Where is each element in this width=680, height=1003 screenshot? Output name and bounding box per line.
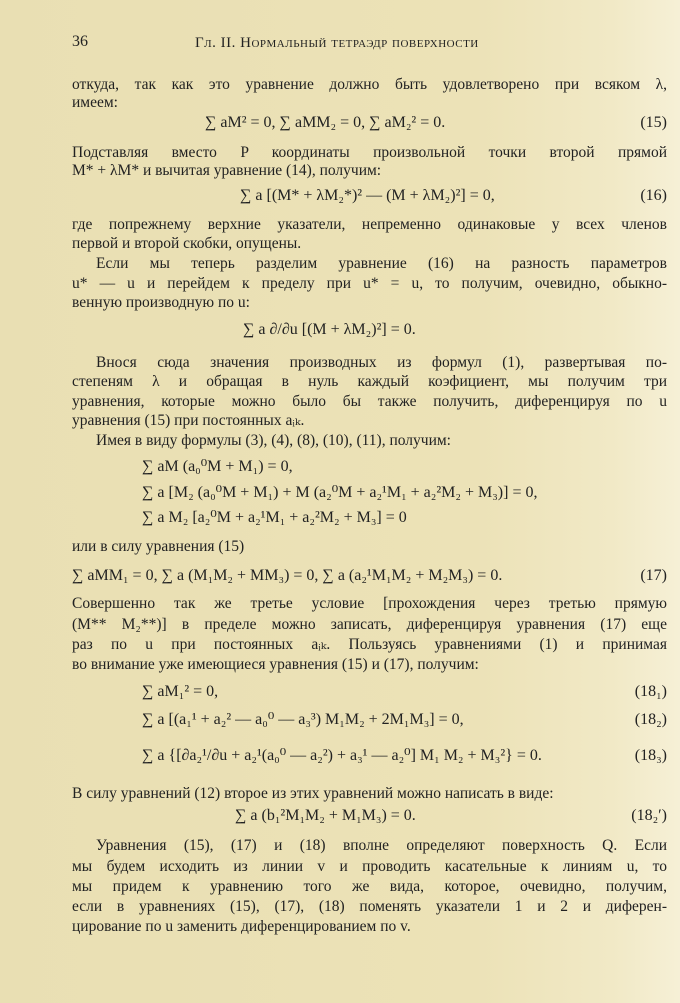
equation-number: (18₁) [634, 683, 667, 700]
text-line: Если мы теперь разделим уравнение (16) на разность параметров [96, 255, 667, 272]
text-line: В силу уравнений (12) второе из этих уравнений можно написать в виде: [72, 785, 554, 802]
text-line: или в силу уравнения (15) [72, 538, 245, 555]
text-line: венную производную по u: [72, 294, 250, 311]
text-line: (M** M₂**)] в пределе можно записать, диференцируя уравнения (17) еще [72, 616, 667, 633]
text-line: степеням λ и обращая в нуль каждый коэфициент, мы получим три [72, 373, 667, 390]
text-line: первой и второй скобки, опущены. [72, 235, 302, 252]
text-line: мы придем к уравнению того же вида, которое, очевидно, получим, [72, 878, 667, 895]
equation-17: ∑ aMM₁ = 0, ∑ a (M₁M₂ + MM₃) = 0, ∑ a (a₂¹M₁M₂ + M₂M₃) = 0. [72, 567, 503, 584]
text-line: откуда, так как это уравнение должно быть удовлетворено при всяком λ, [72, 76, 667, 93]
equation: ∑ a [M₂ (a₀⁰M + M₁) + M (a₂⁰M + a₂¹M₁ + a₂²M₂ + M₃)] = 0, [142, 484, 538, 501]
text-line: Уравнения (15), (17) и (18) вполне определяют поверхность Q. Если [96, 837, 667, 854]
text-line: Внося сюда значения производных из формул (1), развертывая по- [96, 354, 667, 371]
equation-18-2: ∑ a [(a₁¹ + a₂² — a₀⁰ — a₃³) M₁M₂ + 2M₁M₃] = 0, [142, 711, 464, 728]
equation-18-3: ∑ a {[∂a₂¹/∂u + a₂¹(a₀⁰ — a₂²) + a₃¹ — a₂⁰] M₁ M₂ + M₃²} = 0. [142, 747, 542, 764]
text-line: цирование по u заменить диференцированием по v. [72, 918, 411, 935]
equation-number: (18₃) [634, 747, 667, 764]
text-line: раз по u при постоянных aᵢₖ. Пользуясь уравнениями (1) и принимая [72, 636, 667, 653]
text-line: Имея в виду формулы (3), (4), (8), (10), (11), получим: [96, 432, 451, 449]
equation-number: (18₂′) [631, 807, 667, 824]
text-line: где попрежнему верхние указатели, непременно одинаковые у всех членов [72, 216, 667, 233]
equation-derivative: ∑ a ∂/∂u [(M + λM₂)²] = 0. [243, 321, 416, 338]
text-line: M* + λM* и вычитая уравнение (14), получим: [72, 162, 382, 179]
equation-18-1: ∑ aM₁² = 0, [142, 683, 219, 700]
text-line: если в уравнениях (15), (17), (18) поменять указатели 1 и 2 и диферен- [72, 898, 667, 915]
equation-15: ∑ aM² = 0, ∑ aMM₂ = 0, ∑ aM₂² = 0. [205, 114, 446, 131]
page-number: 36 [72, 33, 88, 50]
equation-number: (18₂) [634, 711, 667, 728]
equation: ∑ aM (a₀⁰M + M₁) = 0, [142, 458, 293, 475]
equation-18-2-prime: ∑ a (b₁²M₁M₂ + M₁M₃) = 0. [235, 807, 416, 824]
equation-number: (15) [640, 114, 667, 131]
text-line: Подставляя вместо P координаты произвольной точки второй прямой [72, 144, 667, 161]
text-line: мы будем исходить из линии v и проводить касательные к линиям u, то [72, 858, 667, 875]
text-line: u* — u и перейдем к пределу при u* = u, то получим, очевидно, обыкно- [72, 275, 667, 292]
text-line: во внимание уже имеющиеся уравнения (15) и (17), получим: [72, 656, 479, 673]
text-line: уравнения (15) при постоянных aᵢₖ. [72, 412, 305, 429]
text-line: имеем: [72, 94, 118, 111]
running-title: Гл. II. Нормальный тетраэдр поверхности [195, 35, 479, 51]
equation-16: ∑ a [(M* + λM₂*)² — (M + λM₂)²] = 0, [240, 187, 495, 204]
text-line: Совершенно так же третье условие [прохождения через третью прямую [72, 595, 667, 612]
equation-number: (17) [640, 567, 667, 584]
text-line: уравнения, которые можно было бы также получить, диференцируя по u [72, 393, 667, 410]
equation-number: (16) [640, 187, 667, 204]
equation: ∑ a M₂ [a₂⁰M + a₂¹M₁ + a₂²M₂ + M₃] = 0 [142, 509, 407, 526]
